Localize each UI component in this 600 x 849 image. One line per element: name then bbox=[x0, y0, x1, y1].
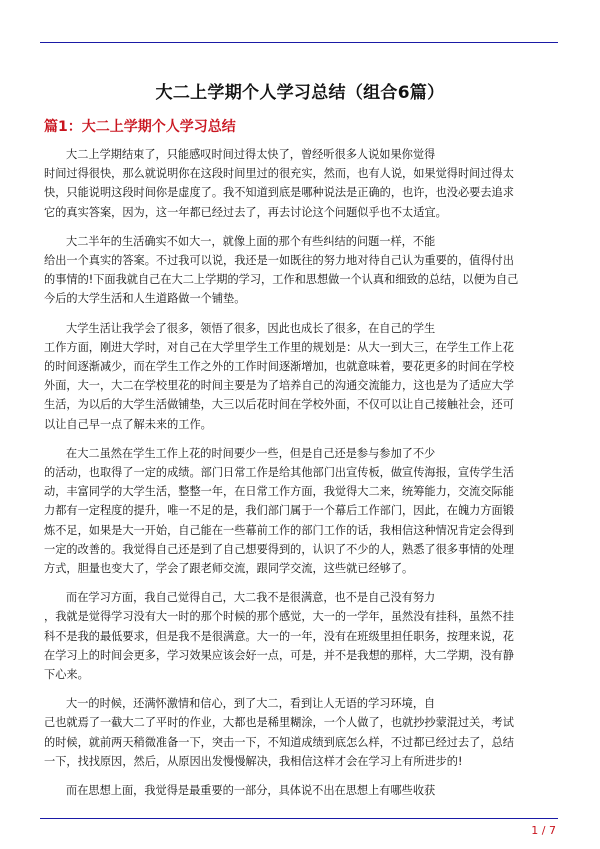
text-line: 的事情的!下面我就自己在大二上学期的学习，工作和思想做一个认真和细致的总结，以便为自己 bbox=[44, 273, 519, 287]
document-title: 大二上学期个人学习总结（组合6篇） bbox=[155, 83, 445, 103]
text-line: 以让自己早一点了解未来的工作。 bbox=[44, 417, 212, 431]
text-line: 的活动，也取得了一定的成绩。部门日常工作是给其他部门出宣传板，做宣传海报，宣传学生活 bbox=[44, 466, 514, 480]
text-line: 科不是我的最低要求，但是我不是很满意。大一的一年，没有在班级里担任职务，按理来说，花 bbox=[44, 629, 514, 643]
header-rule bbox=[40, 42, 558, 43]
text-line: 它的真实答案，因为，这一年都已经过去了，再去讨论这个问题似乎也不太适宜。 bbox=[44, 205, 447, 219]
page-number: 1 / 7 bbox=[531, 824, 556, 837]
text-line: 在大二虽然在学生工作上花的时间要少一些，但是自己还是参与参加了不少 bbox=[66, 446, 436, 460]
text-line: 生活，为以后的大学生活做铺垫，大三以后花时间在学校外面，不仅可以让自己接触社会，还可 bbox=[44, 398, 514, 412]
text-line: 大学生活让我学会了很多，领悟了很多，因此也成长了很多，在自己的学生 bbox=[66, 321, 436, 335]
paragraph bbox=[44, 781, 556, 800]
text-line: 快，只能说明这段时间你是虚度了。我不知道到底是哪种说法是正确的，也许，也没必要去追求 bbox=[44, 186, 514, 200]
text-line: 而在思想上面，我觉得是最重要的一部分，具体说不出在思想上有哪些收获 bbox=[66, 784, 436, 798]
text-line: 时间过得很快，那么就说明你在这段时间里过的很充实，然而，也有人说，如果觉得时间过得太 bbox=[44, 167, 514, 181]
text-line: 给出一个真实的答案。不过我可以说，我还是一如既往的努力地对待自己认为重要的，值得付出 bbox=[44, 254, 514, 268]
text-line: 力都有一定程度的提升，唯一不足的是，我们部门属于一个幕后工作部门，因此，在魄力方面锻 bbox=[44, 504, 514, 518]
paragraph bbox=[44, 694, 556, 771]
text-line: 大二半年的生活确实不如大一，就像上面的那个有些纠结的问题一样，不能 bbox=[66, 234, 436, 248]
text-line: 动，丰富同学的大学生活，整整一年，在日常工作方面，我觉得大二来，统筹能力，交流交际能 bbox=[44, 485, 514, 499]
paragraph bbox=[44, 444, 556, 578]
document-body bbox=[44, 145, 556, 810]
text-line: 大一的时候，还满怀激情和信心，到了大二，看到让人无语的学习环境，自 bbox=[66, 697, 436, 711]
paragraph bbox=[44, 588, 556, 684]
text-line: 下心来。 bbox=[44, 668, 89, 682]
text-line: 外面，大一，大二在学校里花的时间主要是为了培养自己的沟通交流能力，这也是为了适应大学 bbox=[44, 379, 514, 393]
text-line: 大二上学期结束了，只能感叹时间过得太快了，曾经听很多人说如果你觉得 bbox=[66, 148, 436, 161]
paragraph bbox=[44, 145, 556, 222]
text-line: 的时间逐渐减少，而在学生工作之外的工作时间逐渐增加，也就意味着，要花更多的时间在学校 bbox=[44, 360, 514, 374]
section-heading: 篇1：大二上学期个人学习总结 bbox=[44, 119, 236, 135]
paragraph bbox=[44, 319, 556, 434]
text-line: 工作方面，刚进大学时，对自己在大学里学生工作里的规划是：从大一到大三，在学生工作上花 bbox=[44, 340, 514, 354]
text-line: 一定的改善的。我觉得自己还是到了自己想要得到的，认识了不少的人，熟悉了很多事情的处理 bbox=[44, 542, 514, 556]
text-line: 今后的大学生活和人生道路做一个铺垫。 bbox=[44, 292, 246, 306]
text-line: 而在学习方面，我自己觉得自己，大二我不是很满意，也不是自己没有努力 bbox=[66, 591, 436, 605]
text-line: 一下，找找原因，然后，从原因出发慢慢解决，我相信这样才会在学习上有所进步的! bbox=[44, 754, 463, 768]
text-line: 炼不足，如果是大一开始，自己能在一些幕前工作的部门工作的话，我相信这种情况肯定会得到 bbox=[44, 523, 514, 537]
paragraph bbox=[44, 232, 556, 309]
text-line: 在学习上的时间会更多，学习效果应该会好一点，可是，并不是我想的那样，大二学期，没有静 bbox=[44, 648, 514, 662]
footer-rule bbox=[40, 818, 558, 819]
text-line: 的时候，就前两天稍微准备一下，突击一下，不知道成绩到底怎么样，不过都已经过去了，总结 bbox=[44, 735, 514, 749]
text-line: ，我就是觉得学习没有大一时的那个时候的那个感觉，大一的一学年，虽然没有挂科，虽然不挂 bbox=[44, 610, 514, 624]
text-line: 方式，胆量也变大了，学会了跟老师交流，跟同学交流，这些就已经够了。 bbox=[44, 562, 414, 576]
text-line: 己也就焉了一截大二了平时的作业，大都也是稀里糊涂，一个人做了，也就抄抄蒙混过关，考试 bbox=[44, 716, 514, 730]
